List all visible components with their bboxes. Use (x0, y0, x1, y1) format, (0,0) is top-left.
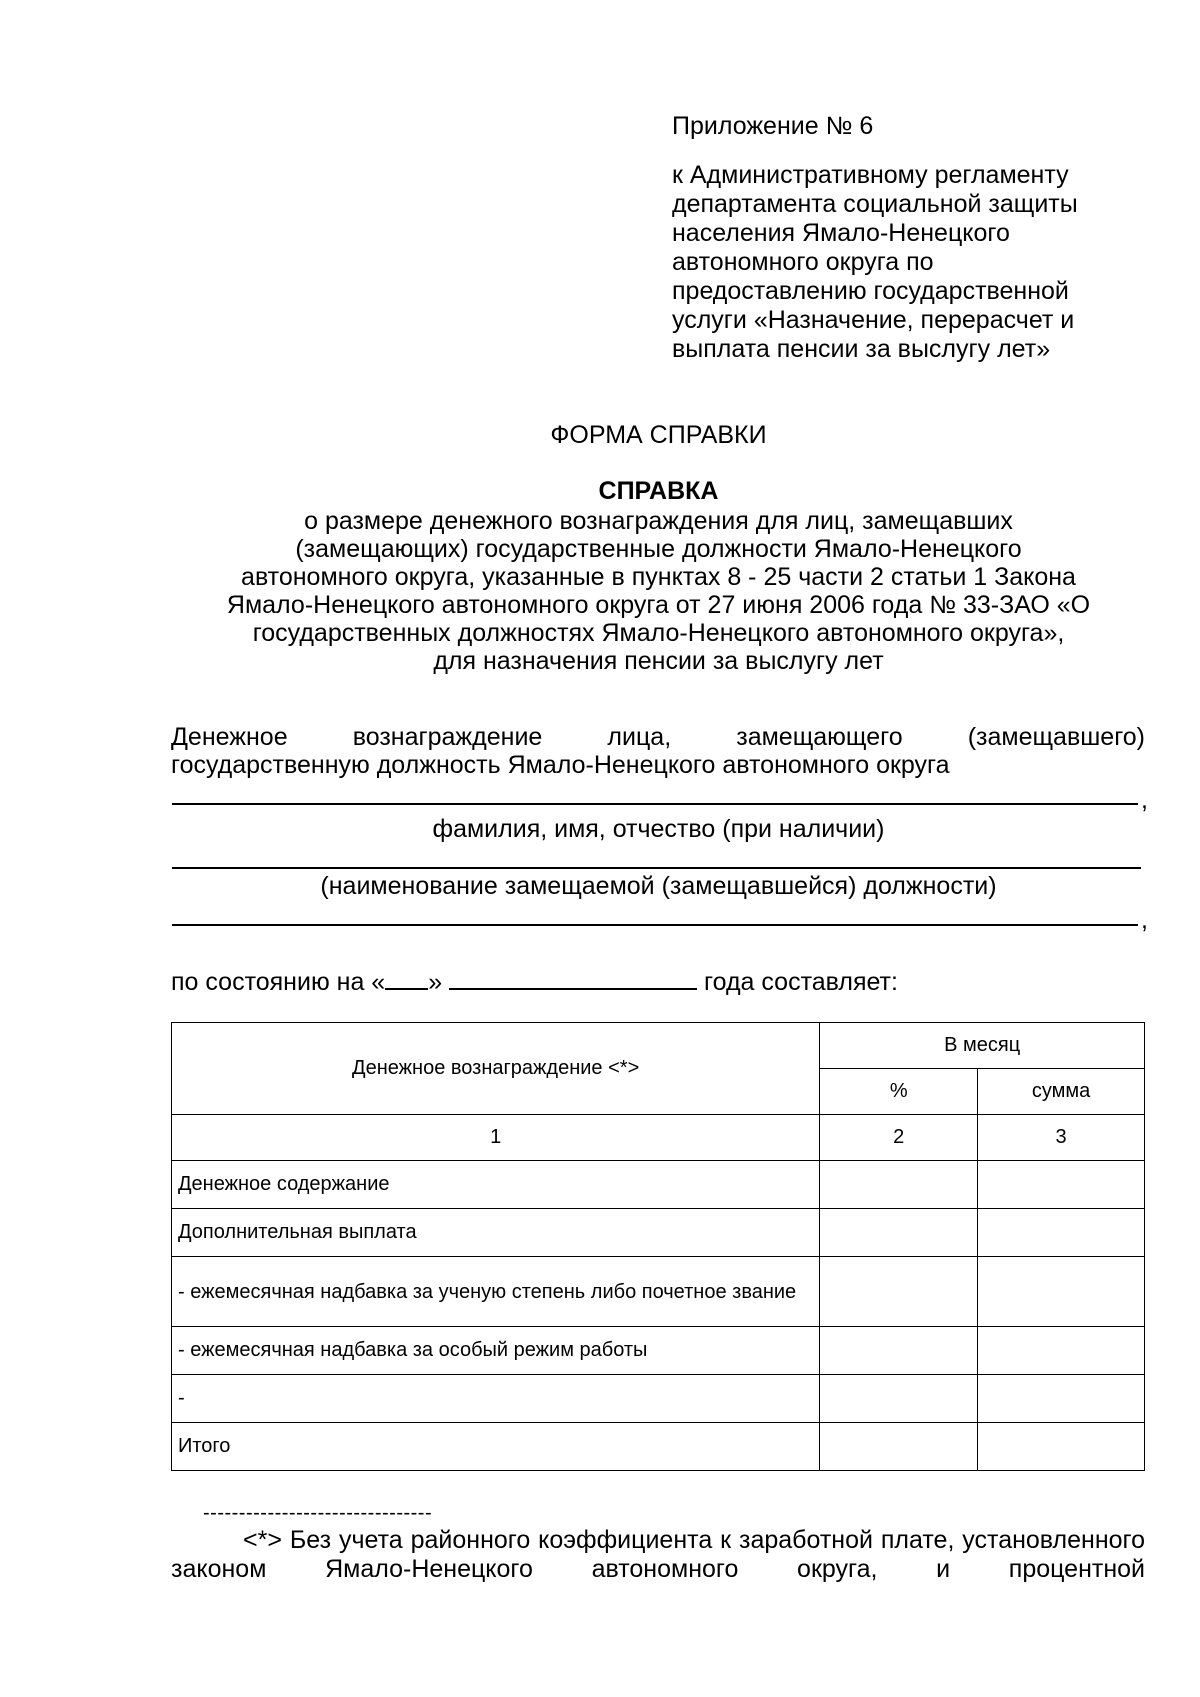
annex-line: к Административному регламенту (672, 161, 1069, 189)
header-sum: сумма (978, 1069, 1145, 1115)
intro-word: Денежное (171, 723, 288, 751)
as-of-prefix: по состоянию на « (171, 968, 386, 996)
row-label: Дополнительная выплата (172, 1209, 820, 1257)
row-label: - (172, 1375, 820, 1423)
comma-after-name: , (1141, 786, 1148, 814)
subtitle-line: автономного округа, указанные в пунктах 8 - 25 части 2 статьи 1 Закона (241, 563, 1076, 591)
position-caption: (наименование замещаемой (замещавшейся) должности) (320, 872, 997, 900)
annex-number: Приложение № 6 (672, 112, 874, 140)
position-blank-line[interactable] (172, 867, 1141, 869)
table-row (172, 1257, 1145, 1327)
col-number: 3 (978, 1115, 1145, 1161)
annex-line: выплата пенсии за выслугу лет» (672, 335, 1051, 363)
day-blank[interactable] (385, 966, 428, 990)
sum-cell[interactable] (978, 1161, 1145, 1209)
extra-blank-line[interactable] (172, 924, 1138, 926)
col-number: 2 (820, 1115, 978, 1161)
col-number: 1 (172, 1115, 820, 1161)
annex-line: предоставлению государственной (672, 277, 1069, 305)
intro-line-1 (171, 723, 1145, 751)
intro-word: замещающего (736, 723, 903, 751)
table-row (172, 1327, 1145, 1375)
sum-cell[interactable] (978, 1257, 1145, 1327)
as-of-date-line (171, 966, 898, 997)
percent-cell[interactable] (820, 1161, 978, 1209)
form-title: ФОРМА СПРАВКИ (550, 421, 767, 449)
subtitle-line: государственных должностях Ямало-Ненецкого автономного округа», (252, 619, 1065, 647)
row-label: - ежемесячная надбавка за особый режим работы (172, 1327, 820, 1375)
intro-word: (замещавшего) (967, 723, 1145, 751)
annex-line: населения Ямало-Ненецкого (672, 219, 1010, 247)
footnote-separator: -------------------------------- (203, 1502, 433, 1524)
footnote: <*> Без учета районного коэффициента к заработной плате, установленного законом Ямало-Ненецкого автономного округа, и процентной (171, 1526, 1145, 1583)
name-blank-line[interactable] (172, 803, 1138, 805)
row-label: - ежемесячная надбавка за ученую степень либо почетное звание (172, 1257, 820, 1327)
table-row (172, 1161, 1145, 1209)
sum-cell[interactable] (978, 1375, 1145, 1423)
annex-line: департамента социальной защиты (672, 190, 1078, 218)
column-number-row (172, 1115, 1145, 1161)
remuneration-table (171, 1022, 1145, 1471)
subtitle-line: (замещающих) государственные должности Ямало-Ненецкого (295, 535, 1022, 563)
row-label: Итого (172, 1423, 820, 1471)
header-percent: % (820, 1069, 978, 1115)
name-caption: фамилия, имя, отчество (при наличии) (432, 815, 885, 843)
table-header-row (172, 1023, 1145, 1069)
sum-cell[interactable] (978, 1423, 1145, 1471)
intro-word: вознаграждение (352, 723, 543, 751)
intro-line-2: государственную должность Ямало-Ненецкого автономного округа (171, 751, 950, 779)
subtitle-line: для назначения пенсии за выслугу лет (433, 647, 884, 675)
table-row (172, 1209, 1145, 1257)
percent-cell[interactable] (820, 1209, 978, 1257)
intro-word: лица, (607, 723, 672, 751)
percent-cell[interactable] (820, 1327, 978, 1375)
document-subtitle (160, 507, 1157, 675)
document-title: СПРАВКА (598, 477, 719, 505)
comma-after-blank: , (1141, 906, 1148, 934)
annex-line: услуги «Назначение, перерасчет и (672, 306, 1075, 334)
header-remuneration: Денежное вознаграждение <*> (172, 1023, 820, 1115)
subtitle-line: Ямало-Ненецкого автономного округа от 27 июня 2006 года № 33-ЗАО «О (226, 591, 1091, 619)
annex-header (672, 112, 1132, 364)
as-of-suffix: года составляет: (697, 968, 898, 996)
annex-line: автономного округа по (672, 248, 934, 276)
intro-paragraph (171, 723, 1145, 779)
sum-cell[interactable] (978, 1209, 1145, 1257)
percent-cell[interactable] (820, 1257, 978, 1327)
row-label: Денежное содержание (172, 1161, 820, 1209)
percent-cell[interactable] (820, 1423, 978, 1471)
header-per-month: В месяц (820, 1023, 1145, 1069)
table-row-total (172, 1423, 1145, 1471)
table-row (172, 1375, 1145, 1423)
sum-cell[interactable] (978, 1327, 1145, 1375)
as-of-mid: » (428, 968, 450, 996)
percent-cell[interactable] (820, 1375, 978, 1423)
month-blank[interactable] (449, 966, 697, 990)
subtitle-line: о размере денежного вознаграждения для лиц, замещавших (304, 507, 1013, 535)
